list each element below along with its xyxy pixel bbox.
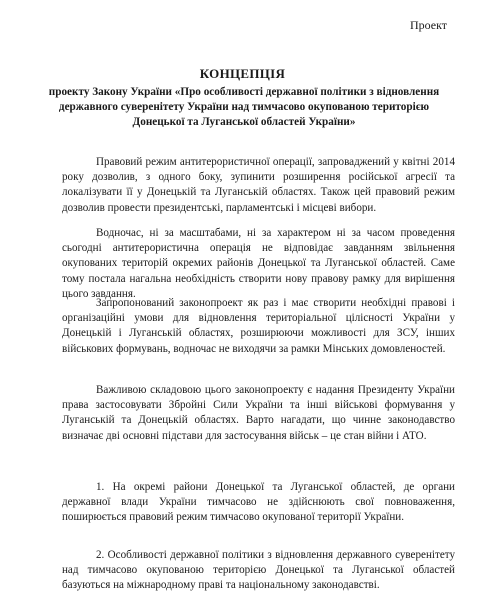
paragraph-4: Важливою складовою цього законопроекту є надання Президенту України права застосовувати Збройні Сили України та інші військові формування у Луганській та Донецькій областях. Варто нагадати, що чинне законодавство визначає дві основні підстави для застосування військ – це стан війни і АТО. bbox=[62, 384, 455, 442]
paragraph-3: Запропонований законопроект як раз і має створити необхідні правові і організаційні умови для відновлення територіальної цілісності України у Донецькій і Луганській областях, розширюючи можливості для ЗСУ, інших військових формувань, водночас не виходячи за рамки Мінських домовленостей. bbox=[62, 297, 455, 355]
document-title: КОНЦЕПЦІЯ bbox=[199, 66, 286, 81]
draft-label: Проект bbox=[409, 18, 447, 32]
paragraph-1: Правовий режим антитерористичної операції, запроваджений у квітні 2014 року дозволив, з одного боку, зупинити розширення російської агресії та локалізувати її у Донецькій та Луганській областях. Також цей правовий режим дозволив провести президентські, парламентські і місцеві вибори. bbox=[62, 156, 455, 214]
numbered-paragraph-2: 2. Особливості державної політики з відновлення державного суверенітету над тимчасово окупованою територією Донецької та Луганської областей базуються на міжнародному праві та національному законодавстві. bbox=[62, 549, 455, 592]
numbered-paragraph-1: 1. На окремі райони Донецької та Луганської областей, де органи державної влади України тимчасово не здійснюють свої повноваження, поширюється правовий режим тимчасово окупованої території України. bbox=[62, 481, 455, 524]
paragraph-2: Водночас, ні за масштабами, ні за характером ні за часом проведення сьогодні антитерористична операція не відповідає завданням звільнення окупованих територій окремих районів Донецької та Луганської областей. Саме тому постала нагальна необхідність створити нову правову рамку для вирішення цього завдання. bbox=[62, 227, 455, 300]
document-subtitle: проекту Закону України «Про особливості державної політики з відновлення державного суверенітету України над тимчасово окупованою територією Донецької та Луганської областей України» bbox=[48, 86, 440, 128]
